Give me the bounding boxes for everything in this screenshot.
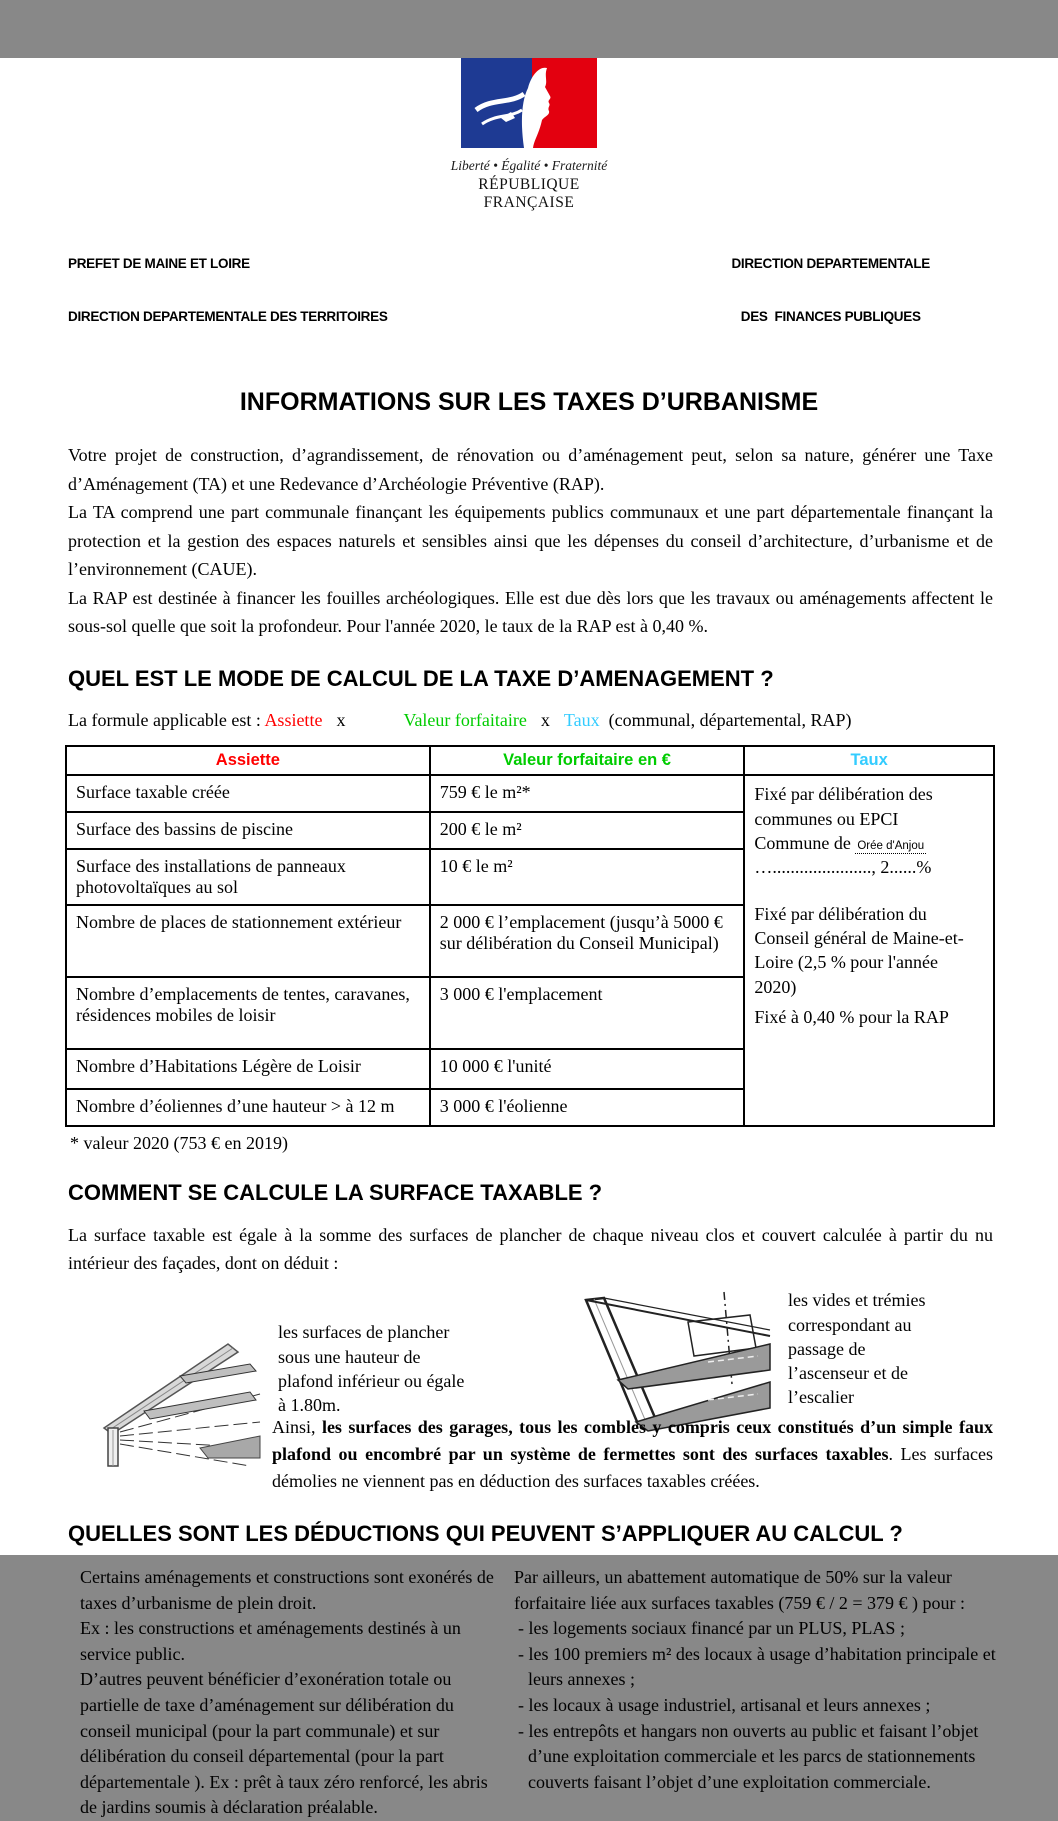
section-heading-deductions: QUELLES SONT LES DÉDUCTIONS QUI PEUVENT S’APPLIQUER AU CALCUL ? <box>68 1521 903 1547</box>
exoneration-paragraph-1: Certains aménagements et constructions sont exonérés de taxes d’urbanisme de plein droit. <box>80 1567 494 1613</box>
formula-times-2: x <box>540 710 550 731</box>
ainsi-bold: les surfaces des garages, tous les combles y compris ceux constitués d’un simple faux plafond ou encombré par un système de fermettes sont des surfaces taxables <box>272 1417 993 1465</box>
attic-roof-diagram <box>100 1336 260 1466</box>
header-valeur: Valeur forfaitaire en € <box>430 746 745 775</box>
section-heading-surface: COMMENT SE CALCULE LA SURFACE TAXABLE ? <box>68 1180 603 1206</box>
document-page <box>0 58 1058 1818</box>
intro-paragraph-3: La RAP est destinée à financer les fouilles archéologiques. Elle est due dès lors que les travaux ou aménagements affectent le sous-sol quelle que soit la profondeur. Pour l'année 2020, le taux de la RAP est à 0,40 %. <box>68 587 993 636</box>
exoneration-paragraph-2: Ex : les constructions et aménagements destinés à un service public. <box>80 1618 461 1664</box>
caption-plancher: les surfaces de plancher sous une hauteur de plafond inférieur ou égale à 1.80m. <box>278 1322 465 1416</box>
row-assiette: Surface des installations de panneaux photovoltaïques au sol <box>66 849 430 905</box>
abattement-item: - les logements sociaux financé par un PLUS, PLAS ; <box>518 1618 905 1639</box>
prefet-line: PREFET DE MAINE ET LOIRE <box>68 256 250 272</box>
row-valeur: 10 000 € l'unité <box>430 1049 745 1089</box>
ainsi-suffix: . Les surfaces démolies ne viennent pas en déduction des surfaces taxables créées. <box>272 1444 993 1492</box>
formula-valeur: Valeur forfaitaire <box>403 710 527 731</box>
row-assiette: Nombre d’Habitations Légère de Loisir <box>66 1049 430 1089</box>
taux-communes: Fixé par délibération des communes ou EPCI <box>754 784 933 829</box>
ddt-line: DIRECTION DEPARTEMENTALE DES TERRITOIRES <box>68 308 388 324</box>
deductions-left-column <box>80 1565 502 1820</box>
taux-rap: Fixé à 0,40 % pour la RAP <box>754 1006 949 1027</box>
intro-paragraph-2: La TA comprend une part communale finançant les équipements publics communaux et une part départementale finançant la protection et la gestion des espaces naturels et sensibles ainsi que les dépenses du conseil d’architecture, d’urbanisme et de l’environnement (CAUE). <box>68 502 993 580</box>
row-valeur: 10 € le m² <box>430 849 745 905</box>
table-footnote: * valeur 2020 (753 € en 2019) <box>70 1133 288 1154</box>
deductions-right-column <box>514 1565 1010 1820</box>
section-heading-calcul: QUEL EST LE MODE DE CALCUL DE LA TAXE D’AMENAGEMENT ? <box>68 666 774 692</box>
row-valeur: 2 000 € l’emplacement (jusqu’à 5000 € sur délibération du Conseil Municipal) <box>430 905 745 977</box>
row-assiette: Surface taxable créée <box>66 775 430 812</box>
formula-taux: Taux <box>563 710 600 731</box>
ainsi-prefix: Ainsi, <box>272 1417 322 1438</box>
intro-block <box>68 441 993 640</box>
row-valeur: 759 € le m²* <box>430 775 745 812</box>
formula-assiette: Assiette <box>264 710 323 731</box>
tax-table <box>65 745 995 1127</box>
commune-label: Commune de <box>754 833 856 854</box>
formula-line <box>68 710 993 731</box>
org-right-block <box>731 220 930 360</box>
marianne-flag-icon <box>454 58 604 154</box>
intro-paragraph-1: Votre projet de construction, d’agrandissement, de rénovation ou d’aménagement peut, selon sa nature, générer une Taxe d’Aménagement (TA) et une Redevance d’Archéologie Préventive (RAP). <box>68 445 993 494</box>
abattement-item: - les entrepôts et hangars non ouverts au public et faisant l’objet d’une exploitation commerciale et les parcs de stationnements couverts faisant l’objet d’une exploitation commerciale. <box>518 1720 979 1792</box>
deductions-columns <box>80 1565 1010 1820</box>
row-assiette: Nombre de places de stationnement extérieur <box>66 905 430 977</box>
abattement-item: - les 100 premiers m² des locaux à usage d’habitation principale et leurs annexes ; <box>518 1643 996 1690</box>
row-valeur: 3 000 € l'éolienne <box>430 1089 745 1126</box>
org-left-block <box>68 220 388 360</box>
table-header-row <box>66 746 994 775</box>
caption-vides: les vides et trémies correspondant au passage de l’ascenseur et de l’escalier <box>788 1290 926 1408</box>
row-assiette: Nombre d’éoliennes d’une hauteur > à 12 m <box>66 1089 430 1126</box>
header-taux: Taux <box>744 746 994 775</box>
logo-republic: RÉPUBLIQUE FRANÇAISE <box>478 176 580 211</box>
commune-filled-value: Orée d'Anjou <box>857 840 925 853</box>
republique-francaise-logo <box>444 58 614 212</box>
surface-intro: La surface taxable est égale à la somme des surfaces de plancher de chaque niveau clos et couvert calculée à partir du nu intérieur des façades, dont on déduit : <box>68 1225 993 1274</box>
header-assiette: Assiette <box>66 746 430 775</box>
formula-times-1: x <box>336 710 346 731</box>
taux-conseil-general: Fixé par délibération du Conseil général de Maine-et-Loire (2,5 % pour l'année 2020) <box>754 903 964 997</box>
taux-rate-line: …......................, 2......% <box>754 857 932 878</box>
table-row <box>66 775 994 812</box>
abattement-intro: Par ailleurs, un abattement automatique de 50% sur la valeur forfaitaire liée aux surfaces taxables (759 € / 2 = 379 € ) pour : <box>514 1567 965 1613</box>
row-valeur: 200 € le m² <box>430 812 745 849</box>
ainsi-paragraph <box>272 1414 993 1495</box>
taux-commune-line <box>754 831 984 855</box>
page-title: INFORMATIONS SUR LES TAXES D’URBANISME <box>239 388 819 417</box>
taux-cell <box>744 775 994 1126</box>
row-assiette: Nombre d’emplacements de tentes, caravanes, résidences mobiles de loisir <box>66 977 430 1049</box>
ddfp-line1: DIRECTION DEPARTEMENTALE <box>731 256 930 272</box>
formula-prefix: La formule applicable est : <box>68 710 265 731</box>
row-assiette: Surface des bassins de piscine <box>66 812 430 849</box>
org-header-row <box>68 220 990 360</box>
formula-suffix: (communal, départemental, RAP) <box>608 710 852 731</box>
abattement-item: - les locaux à usage industriel, artisanal et leurs annexes ; <box>518 1694 931 1715</box>
exoneration-paragraph-3: D’autres peuvent bénéficier d’exonération totale ou partielle de taxe d’aménagement sur délibération du conseil municipal (pour la part communale) et sur délibération du conseil départemental (pour la part départementale ). Ex : prêt à taux zéro renforcé, les abris de jardins soumis à déclaration préalable. <box>80 1669 488 1818</box>
row-valeur: 3 000 € l'emplacement <box>430 977 745 1049</box>
logo-motto: Liberté • Égalité • Fraternité <box>450 158 608 173</box>
ddfp-line2: DES FINANCES PUBLIQUES <box>740 308 921 324</box>
